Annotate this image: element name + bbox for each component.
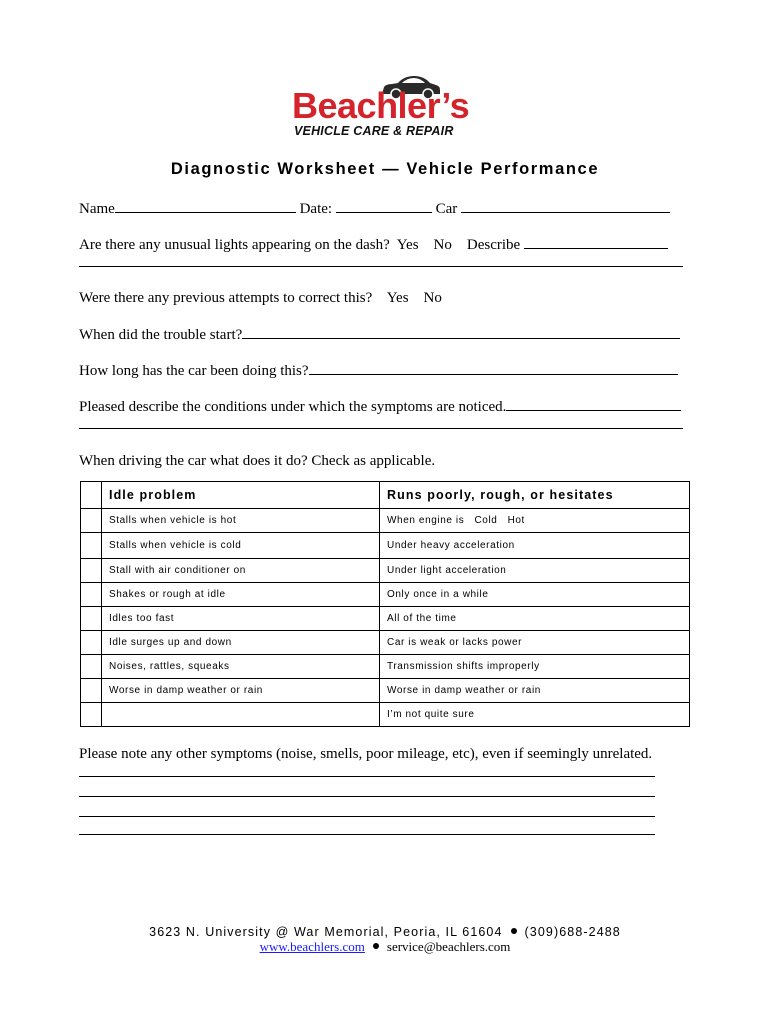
name-field[interactable]: [115, 199, 296, 213]
idle-option[interactable]: Worse in damp weather or rain: [102, 679, 380, 703]
checkbox-cell[interactable]: [81, 679, 102, 703]
trouble-start-field[interactable]: [242, 325, 680, 339]
checkbox-cell[interactable]: [81, 655, 102, 679]
footer-email[interactable]: service@beachlers.com: [386, 939, 511, 954]
date-label: Date:: [299, 201, 333, 217]
checkbox-cell[interactable]: [81, 509, 102, 533]
checkbox-cell[interactable]: [81, 559, 102, 583]
page-title: Diagnostic Worksheet — Vehicle Performance: [170, 160, 600, 178]
table-row: [81, 679, 690, 703]
table-row: [81, 631, 690, 655]
trouble-start-question: When did the trouble start?: [79, 327, 243, 343]
info-row: [79, 199, 670, 218]
idle-option[interactable]: [102, 703, 380, 727]
date-field[interactable]: [336, 199, 432, 213]
idle-option[interactable]: Stalls when vehicle is cold: [102, 533, 380, 559]
brand-tagline: VEHICLE CARE & REPAIR: [294, 124, 454, 138]
trouble-start-row: [79, 325, 680, 344]
car-label: Car: [435, 201, 458, 217]
other-symptoms-line[interactable]: [79, 796, 655, 797]
header-idle-problem: Idle problem: [102, 482, 380, 509]
checkbox-cell[interactable]: [81, 703, 102, 727]
table-row: [81, 583, 690, 607]
footer-phone: (309)688-2488: [524, 925, 621, 939]
car-field[interactable]: [461, 199, 670, 213]
table-row: [81, 559, 690, 583]
header-runs-poorly: Runs poorly, rough, or hesitates: [380, 482, 690, 509]
runs-poorly-option[interactable]: I’m not quite sure: [380, 703, 690, 727]
table-row: [81, 607, 690, 631]
how-long-field[interactable]: [309, 361, 678, 375]
how-long-row: [79, 361, 678, 380]
checkbox-cell[interactable]: [81, 482, 102, 509]
previous-attempts-no-option[interactable]: No: [423, 290, 442, 306]
dash-lights-describe-label: Describe: [466, 237, 521, 253]
other-symptoms-line[interactable]: [79, 776, 655, 777]
dash-lights-answer-line[interactable]: [79, 266, 683, 267]
footer-contact-line: [0, 924, 770, 940]
footer-web-line: [0, 939, 770, 955]
table-row: [81, 703, 690, 727]
previous-attempts-yes-option[interactable]: Yes: [386, 290, 409, 306]
idle-option[interactable]: Stalls when vehicle is hot: [102, 509, 380, 533]
runs-poorly-option[interactable]: When engine is Cold Hot: [380, 509, 690, 533]
checkbox-cell[interactable]: [81, 607, 102, 631]
dash-lights-describe-field[interactable]: [524, 235, 668, 249]
runs-poorly-option[interactable]: Worse in damp weather or rain: [380, 679, 690, 703]
other-symptoms-question: Please note any other symptoms (noise, smells, poor mileage, etc), even if seemingly unrelated.: [79, 746, 653, 762]
dash-lights-no-option[interactable]: No: [433, 237, 452, 253]
symptom-checklist-table: [80, 481, 690, 727]
runs-poorly-option[interactable]: All of the time: [380, 607, 690, 631]
checkbox-cell[interactable]: [81, 631, 102, 655]
dash-lights-yes-option[interactable]: Yes: [396, 237, 419, 253]
idle-option[interactable]: Stall with air conditioner on: [102, 559, 380, 583]
bullet-icon: [373, 943, 379, 949]
conditions-question: Pleased describe the conditions under which the symptoms are noticed.: [79, 399, 507, 415]
dash-lights-row: [79, 235, 668, 254]
runs-poorly-option[interactable]: Only once in a while: [380, 583, 690, 607]
table-header-row: [81, 482, 690, 509]
name-label: Name: [79, 201, 115, 217]
brand-logo: [292, 72, 482, 142]
runs-poorly-option[interactable]: Under light acceleration: [380, 559, 690, 583]
bullet-icon: [511, 928, 517, 934]
previous-attempts-row: [79, 289, 442, 307]
checkbox-cell[interactable]: [81, 533, 102, 559]
other-symptoms-line[interactable]: [79, 834, 655, 835]
runs-poorly-option[interactable]: Car is weak or lacks power: [380, 631, 690, 655]
how-long-question: How long has the car been doing this?: [79, 363, 309, 379]
driving-question: When driving the car what does it do? Check as applicable.: [79, 453, 436, 469]
previous-attempts-question: Were there any previous attempts to correct this?: [79, 290, 373, 306]
footer-address: 3623 N. University @ War Memorial, Peoria, IL 61604: [149, 925, 503, 939]
conditions-answer-line[interactable]: [79, 428, 683, 429]
runs-poorly-option[interactable]: Under heavy acceleration: [380, 533, 690, 559]
runs-poorly-option[interactable]: Transmission shifts improperly: [380, 655, 690, 679]
idle-option[interactable]: Idle surges up and down: [102, 631, 380, 655]
dash-lights-question: Are there any unusual lights appearing on the dash?: [79, 237, 390, 253]
checkbox-cell[interactable]: [81, 583, 102, 607]
idle-option[interactable]: Idles too fast: [102, 607, 380, 631]
conditions-field[interactable]: [506, 397, 681, 411]
table-row: [81, 655, 690, 679]
table-row: [81, 509, 690, 533]
idle-option[interactable]: Shakes or rough at idle: [102, 583, 380, 607]
other-symptoms-line[interactable]: [79, 816, 655, 817]
idle-option[interactable]: Noises, rattles, squeaks: [102, 655, 380, 679]
conditions-row: [79, 397, 681, 416]
table-row: [81, 533, 690, 559]
brand-name: Beachler’s: [292, 85, 470, 126]
website-link[interactable]: www.beachlers.com: [259, 939, 365, 954]
